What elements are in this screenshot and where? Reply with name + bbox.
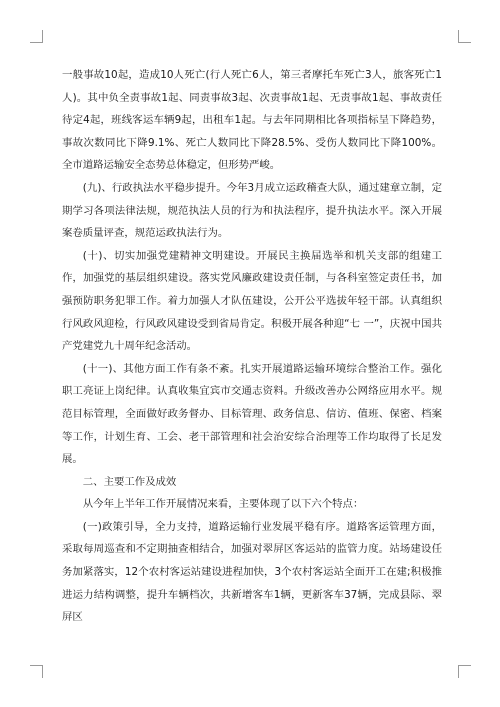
section-heading: 二、主要工作及成效 [82,475,177,488]
crop-mark-top-left [30,30,43,43]
paragraph: (十一)、其他方面工作有条不紊。扎实开展道路运输环境综合整治工作。强化职工亮证上岗纪律。认真收集宜宾市交通志资料。升级改善办公网络应用水平。规范目标管理，全面做好政务督办、目标管理、政务信息、信访、值班、保密、档案等工作，计划生育、工会、老干部管理和社会治安综合治理等工作均取得了长足发展。 [62,362,442,466]
crop-mark-bottom-left [30,665,43,678]
paragraph: 一般事故10起，造成10人死亡(行人死亡6人，第三者摩托车死亡3人，旅客死亡1人)。其中负全责事故1起、同责事故3起、次责事故1起、无责事故1起、事故责任待定4起，班线客运车辆9起，出租车1起。与去年同期相比各项指标呈下降趋势，事故次数同比下降9.1%、死亡人数同比下降28.5%、受伤人数同比下降100%。全市道路运输安全态势总体稳定，但形势严峻。 [62,69,442,172]
document-body [62,64,442,629]
paragraph: (十)、切实加强党建精神文明建设。开展民主换届选举和机关支部的组建工作，加强党的基层组织建设。落实党风廉政建设责任制，与各科室签定责任书，加强预防职务犯罪工作。着力加强人才队伍建设，公开公平选拔年轻干部。认真组织行风政风迎检，行风政风建设受到省局肯定。积极开展各种迎“七 一”，庆祝中国共产党建党九十周年纪念活动。 [62,249,442,353]
crop-mark-top-right [458,30,471,43]
paragraph: 从今年上半年工作开展情况来看，主要体现了以下六个特点： [82,498,364,511]
paragraph: (九)、行政执法水平稳步提升。今年3月成立运政稽查大队，通过建章立制，定期学习各项法律法规，规范执法人员的行为和执法程序，提升执法水平。深入开展案卷质量评查，规范运政执法行为。 [62,181,442,240]
paragraph: (一)政策引导，全力支持，道路运输行业发展平稳有序。道路客运管理方面，采取每周巡查和不定期抽查相结合，加强对翠屏区客运站的监管力度。站场建设任务加紧落实，12个农村客运站建设进程加快，3个农村客运站全面开工在建;积极推进运力结构调整，提升车辆档次，共新增客车1辆，更新客车37辆，完成县际、翠屏区 [62,520,442,624]
crop-mark-bottom-right [458,665,471,678]
